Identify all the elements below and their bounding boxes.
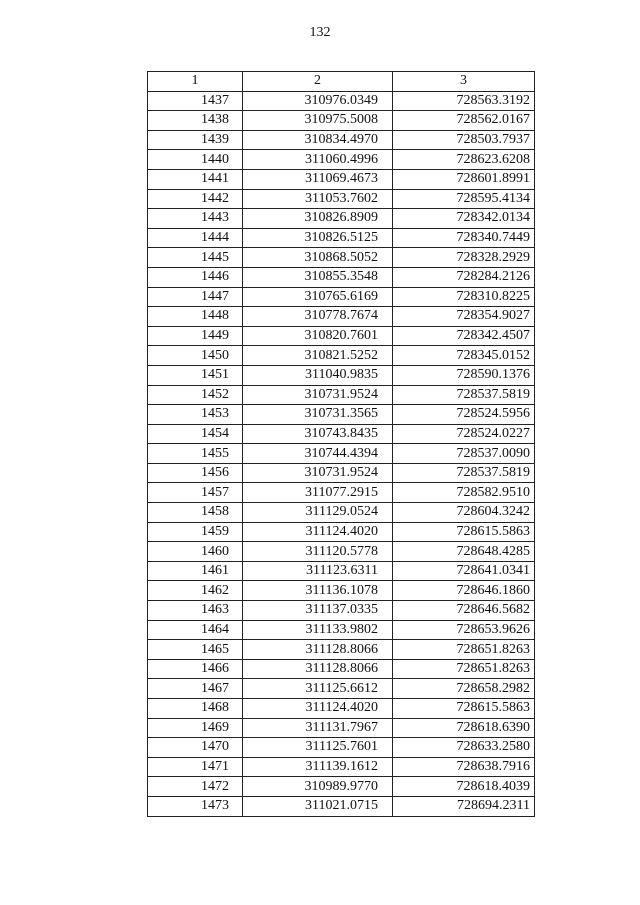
point-number-cell: 1465 — [148, 640, 243, 660]
x-coordinate-cell: 311120.5778 — [243, 542, 393, 562]
table-row — [148, 542, 535, 562]
point-number-cell: 1458 — [148, 503, 243, 523]
x-coordinate-cell: 310868.5052 — [243, 248, 393, 268]
point-number-cell: 1452 — [148, 385, 243, 405]
table-row — [148, 620, 535, 640]
point-number-cell: 1448 — [148, 307, 243, 327]
point-number-cell: 1449 — [148, 326, 243, 346]
point-number-cell: 1455 — [148, 444, 243, 464]
x-coordinate-cell: 311136.1078 — [243, 581, 393, 601]
table-row — [148, 757, 535, 777]
table-row — [148, 659, 535, 679]
x-coordinate-cell: 311125.6612 — [243, 679, 393, 699]
coordinates-table — [147, 71, 535, 817]
table-row — [148, 326, 535, 346]
point-number-cell: 1444 — [148, 228, 243, 248]
column-header-1: 1 — [148, 72, 243, 92]
point-number-cell: 1469 — [148, 718, 243, 738]
x-coordinate-cell: 310744.4394 — [243, 444, 393, 464]
y-coordinate-cell: 728562.0167 — [393, 111, 535, 131]
point-number-cell: 1461 — [148, 561, 243, 581]
y-coordinate-cell: 728638.7916 — [393, 757, 535, 777]
y-coordinate-cell: 728646.5682 — [393, 601, 535, 621]
table-row — [148, 679, 535, 699]
x-coordinate-cell: 310820.7601 — [243, 326, 393, 346]
y-coordinate-cell: 728310.8225 — [393, 287, 535, 307]
y-coordinate-cell: 728646.1860 — [393, 581, 535, 601]
y-coordinate-cell: 728633.2580 — [393, 738, 535, 758]
table-row — [148, 267, 535, 287]
point-number-cell: 1438 — [148, 111, 243, 131]
table-row — [148, 503, 535, 523]
table-row — [148, 483, 535, 503]
y-coordinate-cell: 728618.4039 — [393, 777, 535, 797]
y-coordinate-cell: 728342.4507 — [393, 326, 535, 346]
y-coordinate-cell: 728590.1376 — [393, 365, 535, 385]
x-coordinate-cell: 310826.8909 — [243, 209, 393, 229]
table-row — [148, 130, 535, 150]
x-coordinate-cell: 310975.5008 — [243, 111, 393, 131]
point-number-cell: 1464 — [148, 620, 243, 640]
x-coordinate-cell: 311077.2915 — [243, 483, 393, 503]
x-coordinate-cell: 311069.4673 — [243, 169, 393, 189]
y-coordinate-cell: 728615.5863 — [393, 699, 535, 719]
point-number-cell: 1443 — [148, 209, 243, 229]
y-coordinate-cell: 728604.3242 — [393, 503, 535, 523]
x-coordinate-cell: 311128.8066 — [243, 659, 393, 679]
table-row — [148, 287, 535, 307]
table-row — [148, 385, 535, 405]
point-number-cell: 1453 — [148, 405, 243, 425]
x-coordinate-cell: 310976.0349 — [243, 91, 393, 111]
y-coordinate-cell: 728651.8263 — [393, 659, 535, 679]
point-number-cell: 1450 — [148, 346, 243, 366]
y-coordinate-cell: 728595.4134 — [393, 189, 535, 209]
table-row — [148, 718, 535, 738]
table-row — [148, 169, 535, 189]
point-number-cell: 1463 — [148, 601, 243, 621]
column-header-3: 3 — [393, 72, 535, 92]
x-coordinate-cell: 311124.4020 — [243, 522, 393, 542]
point-number-cell: 1456 — [148, 463, 243, 483]
x-coordinate-cell: 310743.8435 — [243, 424, 393, 444]
y-coordinate-cell: 728582.9510 — [393, 483, 535, 503]
table-row — [148, 581, 535, 601]
page-number: 132 — [309, 25, 331, 40]
table-row — [148, 561, 535, 581]
y-coordinate-cell: 728354.9027 — [393, 307, 535, 327]
table-row — [148, 777, 535, 797]
column-header-2: 2 — [243, 72, 393, 92]
y-coordinate-cell: 728653.9626 — [393, 620, 535, 640]
y-coordinate-cell: 728524.5956 — [393, 405, 535, 425]
point-number-cell: 1462 — [148, 581, 243, 601]
point-number-cell: 1446 — [148, 267, 243, 287]
point-number-cell: 1468 — [148, 699, 243, 719]
y-coordinate-cell: 728345.0152 — [393, 346, 535, 366]
y-coordinate-cell: 728340.7449 — [393, 228, 535, 248]
y-coordinate-cell: 728618.6390 — [393, 718, 535, 738]
y-coordinate-cell: 728651.8263 — [393, 640, 535, 660]
table-row — [148, 150, 535, 170]
x-coordinate-cell: 311124.4020 — [243, 699, 393, 719]
y-coordinate-cell: 728537.0090 — [393, 444, 535, 464]
table-row — [148, 405, 535, 425]
point-number-cell: 1472 — [148, 777, 243, 797]
x-coordinate-cell: 311021.0715 — [243, 796, 393, 816]
table-row — [148, 463, 535, 483]
y-coordinate-cell: 728601.8991 — [393, 169, 535, 189]
point-number-cell: 1437 — [148, 91, 243, 111]
table-row — [148, 601, 535, 621]
y-coordinate-cell: 728623.6208 — [393, 150, 535, 170]
x-coordinate-cell: 310765.6169 — [243, 287, 393, 307]
table-row — [148, 111, 535, 131]
table-body — [148, 91, 535, 816]
table-header — [148, 72, 535, 92]
table-row — [148, 640, 535, 660]
x-coordinate-cell: 310778.7674 — [243, 307, 393, 327]
header-row — [148, 72, 535, 92]
y-coordinate-cell: 728694.2311 — [393, 796, 535, 816]
x-coordinate-cell: 310731.3565 — [243, 405, 393, 425]
y-coordinate-cell: 728537.5819 — [393, 385, 535, 405]
x-coordinate-cell: 311133.9802 — [243, 620, 393, 640]
table-row — [148, 699, 535, 719]
y-coordinate-cell: 728658.2982 — [393, 679, 535, 699]
y-coordinate-cell: 728342.0134 — [393, 209, 535, 229]
x-coordinate-cell: 311053.7602 — [243, 189, 393, 209]
point-number-cell: 1471 — [148, 757, 243, 777]
table-row — [148, 444, 535, 464]
y-coordinate-cell: 728503.7937 — [393, 130, 535, 150]
point-number-cell: 1459 — [148, 522, 243, 542]
point-number-cell: 1451 — [148, 365, 243, 385]
x-coordinate-cell: 311125.7601 — [243, 738, 393, 758]
table-row — [148, 228, 535, 248]
table-row — [148, 307, 535, 327]
point-number-cell: 1466 — [148, 659, 243, 679]
x-coordinate-cell: 310731.9524 — [243, 463, 393, 483]
point-number-cell: 1460 — [148, 542, 243, 562]
y-coordinate-cell: 728537.5819 — [393, 463, 535, 483]
table-row — [148, 522, 535, 542]
table-row — [148, 738, 535, 758]
point-number-cell: 1473 — [148, 796, 243, 816]
point-number-cell: 1441 — [148, 169, 243, 189]
point-number-cell: 1457 — [148, 483, 243, 503]
y-coordinate-cell: 728641.0341 — [393, 561, 535, 581]
table-row — [148, 346, 535, 366]
point-number-cell: 1447 — [148, 287, 243, 307]
y-coordinate-cell: 728615.5863 — [393, 522, 535, 542]
point-number-cell: 1470 — [148, 738, 243, 758]
x-coordinate-cell: 311128.8066 — [243, 640, 393, 660]
table-row — [148, 365, 535, 385]
table-row — [148, 796, 535, 816]
x-coordinate-cell: 311123.6311 — [243, 561, 393, 581]
x-coordinate-cell: 310989.9770 — [243, 777, 393, 797]
y-coordinate-cell: 728648.4285 — [393, 542, 535, 562]
x-coordinate-cell: 310826.5125 — [243, 228, 393, 248]
point-number-cell: 1454 — [148, 424, 243, 444]
x-coordinate-cell: 310855.3548 — [243, 267, 393, 287]
x-coordinate-cell: 310821.5252 — [243, 346, 393, 366]
y-coordinate-cell: 728563.3192 — [393, 91, 535, 111]
x-coordinate-cell: 311139.1612 — [243, 757, 393, 777]
y-coordinate-cell: 728524.0227 — [393, 424, 535, 444]
table-row — [148, 424, 535, 444]
point-number-cell: 1467 — [148, 679, 243, 699]
x-coordinate-cell: 311129.0524 — [243, 503, 393, 523]
point-number-cell: 1445 — [148, 248, 243, 268]
x-coordinate-cell: 311060.4996 — [243, 150, 393, 170]
table-row — [148, 91, 535, 111]
table-row — [148, 248, 535, 268]
y-coordinate-cell: 728328.2929 — [393, 248, 535, 268]
x-coordinate-cell: 310731.9524 — [243, 385, 393, 405]
table-row — [148, 189, 535, 209]
point-number-cell: 1440 — [148, 150, 243, 170]
x-coordinate-cell: 311040.9835 — [243, 365, 393, 385]
point-number-cell: 1439 — [148, 130, 243, 150]
point-number-cell: 1442 — [148, 189, 243, 209]
table-row — [148, 209, 535, 229]
y-coordinate-cell: 728284.2126 — [393, 267, 535, 287]
x-coordinate-cell: 311137.0335 — [243, 601, 393, 621]
x-coordinate-cell: 310834.4970 — [243, 130, 393, 150]
x-coordinate-cell: 311131.7967 — [243, 718, 393, 738]
